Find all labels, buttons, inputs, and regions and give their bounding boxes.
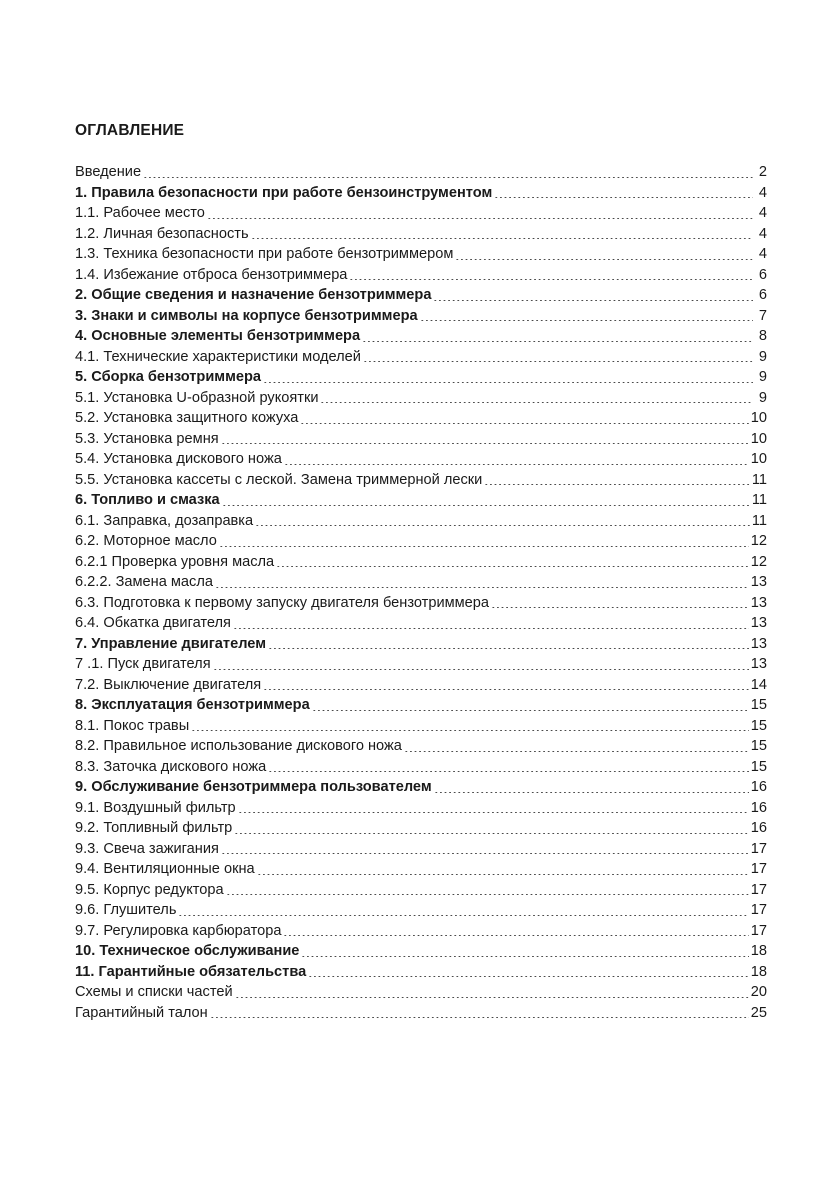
toc-page-number: 10 (750, 451, 767, 467)
toc-page-number: 13 (750, 656, 767, 672)
toc-page-number: 16 (750, 820, 767, 836)
toc-dot-leader (210, 1017, 749, 1018)
toc-entry[interactable] (75, 470, 767, 491)
toc-list (75, 162, 767, 1023)
toc-entry[interactable] (75, 613, 767, 634)
toc-entry[interactable] (75, 716, 767, 737)
toc-dot-leader (143, 177, 753, 178)
toc-page-number: 25 (750, 1004, 767, 1021)
toc-page-number: 14 (750, 676, 767, 693)
toc-page-number: 13 (750, 615, 767, 631)
toc-dot-leader (491, 607, 749, 608)
toc-dot-leader (221, 443, 749, 444)
toc-entry[interactable] (75, 203, 767, 224)
toc-page-number: 4 (758, 184, 767, 201)
toc-page-number: 15 (750, 758, 767, 775)
toc-entry[interactable] (75, 449, 767, 470)
toc-entry-title: 5.5. Установка кассеты с леской. Замена триммерной лески (75, 471, 483, 488)
toc-dot-leader (362, 341, 753, 342)
toc-page-number: 13 (750, 594, 767, 611)
toc-page-number: 4 (758, 205, 767, 221)
toc-section-entry[interactable] (75, 695, 767, 716)
toc-page-number: 9 (758, 369, 767, 385)
toc-section-entry[interactable] (75, 777, 767, 798)
toc-entry[interactable] (75, 408, 767, 429)
toc-entry-title: 9.3. Свеча зажигания (75, 840, 219, 857)
toc-dot-leader (404, 751, 749, 752)
toc-entry-title: 10. Техническое обслуживание (75, 943, 300, 959)
toc-entry-title: 5.4. Установка дискового ножа (75, 451, 282, 467)
toc-entry[interactable] (75, 388, 767, 409)
toc-entry[interactable] (75, 982, 767, 1003)
toc-entry[interactable] (75, 839, 767, 860)
toc-page-number: 9 (758, 348, 767, 365)
toc-page-number: 17 (750, 902, 767, 918)
toc-entry-title: 4.1. Технические характеристики моделей (75, 348, 361, 365)
toc-entry-title: 7. Управление двигателем (75, 635, 266, 652)
toc-page-number: 13 (750, 574, 767, 590)
toc-page-number: 18 (750, 963, 767, 980)
toc-page-number: 17 (750, 922, 767, 939)
toc-entry[interactable] (75, 900, 767, 921)
toc-dot-leader (178, 915, 748, 916)
toc-dot-leader (255, 525, 750, 526)
toc-entry-title: 1. Правила безопасности при работе бензоинструментом (75, 184, 493, 201)
toc-entry-title: 11. Гарантийные обязательства (75, 963, 307, 980)
toc-dot-leader (308, 976, 749, 977)
toc-dot-leader (434, 792, 749, 793)
toc-entry-title: 6. Топливо и смазка (75, 492, 220, 508)
toc-entry[interactable] (75, 265, 767, 286)
toc-page-number: 6 (758, 266, 767, 283)
toc-page-number: 7 (758, 307, 767, 324)
toc-entry-title: 5.1. Установка U-образной рукоятки (75, 389, 319, 406)
toc-entry[interactable] (75, 859, 767, 880)
toc-section-entry[interactable] (75, 490, 767, 511)
toc-dot-leader (433, 300, 753, 301)
toc-entry-title: Введение (75, 164, 142, 180)
toc-section-entry[interactable] (75, 367, 767, 388)
toc-entry-title: 5.2. Установка защитного кожуха (75, 410, 299, 426)
toc-dot-leader (268, 771, 749, 772)
toc-page-number: 4 (758, 225, 767, 242)
toc-page-number: 8 (758, 328, 767, 344)
toc-entry[interactable] (75, 244, 767, 265)
toc-entry-title: 9.2. Топливный фильтр (75, 820, 233, 836)
toc-dot-leader (207, 218, 753, 219)
toc-dot-leader (363, 361, 753, 362)
toc-dot-leader (257, 874, 749, 875)
toc-entry-title: 3. Знаки и символы на корпусе бензотриммера (75, 307, 418, 324)
toc-page-number: 16 (750, 799, 767, 816)
toc-entry-title: 8.1. Покос травы (75, 717, 190, 734)
toc-page-number: 2 (758, 164, 767, 180)
toc-entry[interactable] (75, 757, 767, 778)
toc-entry-title: 4. Основные элементы бензотриммера (75, 328, 361, 344)
toc-entry[interactable] (75, 511, 767, 532)
toc-entry[interactable] (75, 593, 767, 614)
toc-page-number: 12 (750, 533, 767, 549)
toc-entry-title: 6.4. Обкатка двигателя (75, 615, 231, 631)
toc-entry[interactable] (75, 736, 767, 757)
toc-entry-title: 8.3. Заточка дискового ножа (75, 758, 267, 775)
toc-section-entry[interactable] (75, 285, 767, 306)
toc-entry[interactable] (75, 162, 767, 183)
toc-dot-leader (263, 689, 749, 690)
toc-page-number: 11 (751, 492, 767, 508)
toc-dot-leader (420, 320, 753, 321)
toc-dot-leader (484, 484, 750, 485)
toc-entry[interactable] (75, 880, 767, 901)
toc-entry[interactable] (75, 1003, 767, 1024)
toc-dot-leader (213, 669, 749, 670)
toc-dot-leader (222, 505, 750, 506)
toc-entry[interactable] (75, 654, 767, 675)
toc-dot-leader (221, 853, 749, 854)
toc-entry-title: 6.3. Подготовка к первому запуску двигателя бензотриммера (75, 594, 490, 611)
toc-entry[interactable] (75, 675, 767, 696)
toc-entry-title: 8.2. Правильное использование дискового ножа (75, 738, 402, 754)
toc-page-number: 18 (750, 943, 767, 959)
toc-dot-leader (233, 628, 749, 629)
toc-page-number: 15 (750, 697, 767, 713)
toc-entry-title: 6.1. Заправка, дозаправка (75, 512, 254, 529)
toc-entry-title: 1.3. Техника безопасности при работе бензотриммером (75, 246, 454, 262)
toc-page-number: 20 (750, 984, 767, 1000)
toc-entry-title: Гарантийный талон (75, 1004, 208, 1021)
toc-section-entry[interactable] (75, 941, 767, 962)
toc-page-number: 15 (750, 738, 767, 754)
toc-dot-leader (235, 997, 749, 998)
toc-entry-title: 7 .1. Пуск двигателя (75, 656, 211, 672)
toc-entry-title: 9. Обслуживание бензотриммера пользователем (75, 779, 432, 795)
toc-page-number: 11 (751, 471, 767, 488)
toc-page-number: 17 (750, 861, 767, 877)
toc-page-number: 6 (758, 287, 767, 303)
toc-page-number: 12 (750, 553, 767, 570)
toc-entry-title: Схемы и списки частей (75, 984, 233, 1000)
toc-entry-title: 2. Общие сведения и назначение бензотриммера (75, 287, 432, 303)
toc-heading: ОГЛАВЛЕНИЕ (75, 122, 185, 139)
toc-page-number: 13 (750, 635, 767, 652)
toc-section-entry[interactable] (75, 634, 767, 655)
toc-entry-title: 9.5. Корпус редуктора (75, 881, 224, 898)
toc-entry[interactable] (75, 531, 767, 552)
toc-entry[interactable] (75, 921, 767, 942)
toc-dot-leader (320, 402, 753, 403)
toc-dot-leader (301, 956, 748, 957)
toc-entry-title: 6.2. Моторное масло (75, 533, 217, 549)
toc-dot-leader (234, 833, 748, 834)
toc-dot-leader (226, 894, 749, 895)
toc-entry[interactable] (75, 572, 767, 593)
toc-entry-title: 5.3. Установка ремня (75, 430, 219, 447)
toc-entry[interactable] (75, 798, 767, 819)
toc-page-number: 16 (750, 779, 767, 795)
toc-dot-leader (251, 238, 753, 239)
toc-page-number: 4 (758, 246, 767, 262)
toc-section-entry[interactable] (75, 326, 767, 347)
toc-entry-title: 1.2. Личная безопасность (75, 225, 249, 242)
toc-dot-leader (349, 279, 753, 280)
toc-dot-leader (455, 259, 753, 260)
toc-entry[interactable] (75, 429, 767, 450)
toc-section-entry[interactable] (75, 306, 767, 327)
toc-dot-leader (300, 423, 748, 424)
toc-page-number: 17 (750, 881, 767, 898)
toc-entry-title: 7.2. Выключение двигателя (75, 676, 262, 693)
toc-page-number: 10 (750, 430, 767, 447)
toc-entry-title: 9.6. Глушитель (75, 902, 177, 918)
toc-dot-leader (263, 382, 753, 383)
toc-page-number: 10 (750, 410, 767, 426)
toc-dot-leader (238, 812, 749, 813)
toc-entry[interactable] (75, 224, 767, 245)
toc-page-number: 15 (750, 717, 767, 734)
toc-dot-leader (219, 546, 749, 547)
toc-dot-leader (283, 935, 748, 936)
toc-entry-title: 6.2.2. Замена масла (75, 574, 213, 590)
toc-section-entry[interactable] (75, 962, 767, 983)
toc-dot-leader (284, 464, 749, 465)
toc-page-number: 9 (758, 389, 767, 406)
toc-entry-title: 9.4. Вентиляционные окна (75, 861, 255, 877)
toc-dot-leader (276, 566, 749, 567)
toc-section-entry[interactable] (75, 183, 767, 204)
toc-entry-title: 1.1. Рабочее место (75, 205, 205, 221)
toc-entry-title: 9.1. Воздушный фильтр (75, 799, 236, 816)
toc-page-number: 11 (751, 512, 767, 529)
toc-entry-title: 9.7. Регулировка карбюратора (75, 922, 282, 939)
toc-entry-title: 1.4. Избежание отброса бензотриммера (75, 266, 348, 283)
toc-dot-leader (312, 710, 749, 711)
toc-entry[interactable] (75, 552, 767, 573)
toc-dot-leader (191, 730, 749, 731)
toc-entry-title: 8. Эксплуатация бензотриммера (75, 697, 310, 713)
toc-dot-leader (494, 197, 753, 198)
toc-entry-title: 6.2.1 Проверка уровня масла (75, 553, 275, 570)
toc-dot-leader (215, 587, 749, 588)
toc-page-number: 17 (750, 840, 767, 857)
toc-entry-title: 5. Сборка бензотриммера (75, 369, 262, 385)
toc-dot-leader (268, 648, 749, 649)
toc-entry[interactable] (75, 818, 767, 839)
toc-entry[interactable] (75, 347, 767, 368)
